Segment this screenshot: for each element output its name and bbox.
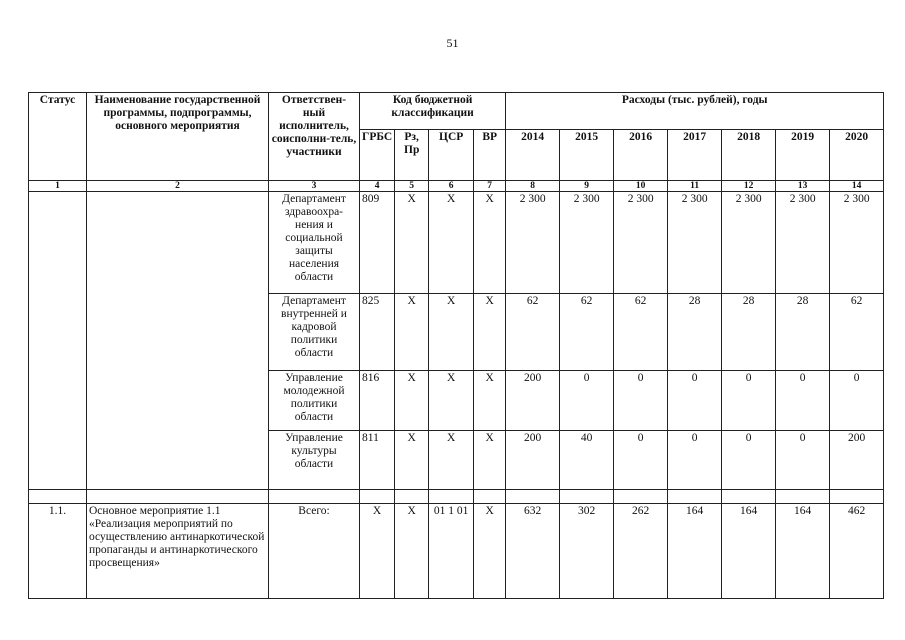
- grbs-cell: 809: [360, 192, 395, 294]
- column-number: 7: [474, 181, 506, 192]
- value-cell: 2 300: [560, 192, 614, 294]
- rzpr-cell: X: [395, 294, 429, 371]
- value-cell: 0: [776, 431, 830, 490]
- executor-cell: Управление культуры области: [269, 431, 360, 490]
- value-cell: 0: [830, 371, 884, 431]
- status-cell: [29, 192, 87, 490]
- value-cell: 200: [506, 371, 560, 431]
- value-cell: 0: [560, 371, 614, 431]
- status-cell: 1.1.: [29, 504, 87, 599]
- column-number: 3: [269, 181, 360, 192]
- header-vr: ВР: [474, 130, 506, 181]
- value-cell: 200: [830, 431, 884, 490]
- value-cell: 2 300: [668, 192, 722, 294]
- header-csr: ЦСР: [429, 130, 474, 181]
- value-cell: 0: [776, 371, 830, 431]
- vr-cell: X: [474, 504, 506, 599]
- value-cell: 302: [560, 504, 614, 599]
- column-number: 11: [668, 181, 722, 192]
- main-event-row: [29, 504, 884, 599]
- value-cell: 62: [830, 294, 884, 371]
- header-grbs: ГРБС: [360, 130, 395, 181]
- value-cell: 62: [614, 294, 668, 371]
- rzpr-cell: X: [395, 192, 429, 294]
- name-cell: Основное мероприятие 1.1 «Реализация мероприятий по осуществлению антинаркотической пропаганды и антинаркотического просвещения»: [87, 504, 269, 599]
- grbs-cell: 825: [360, 294, 395, 371]
- column-number: 14: [830, 181, 884, 192]
- value-cell: 200: [506, 431, 560, 490]
- value-cell: 262: [614, 504, 668, 599]
- csr-cell: X: [429, 192, 474, 294]
- value-cell: 0: [614, 371, 668, 431]
- header-rzpr: Рз, Пр: [395, 130, 429, 181]
- csr-cell: X: [429, 431, 474, 490]
- executor-cell: Управление молодежной политики области: [269, 371, 360, 431]
- grbs-cell: X: [360, 504, 395, 599]
- value-cell: 40: [560, 431, 614, 490]
- header-year: 2018: [722, 130, 776, 181]
- column-number: 12: [722, 181, 776, 192]
- header-year: 2014: [506, 130, 560, 181]
- column-number: 13: [776, 181, 830, 192]
- value-cell: 28: [668, 294, 722, 371]
- csr-cell: X: [429, 371, 474, 431]
- grbs-cell: 811: [360, 431, 395, 490]
- header-year: 2016: [614, 130, 668, 181]
- value-cell: 164: [668, 504, 722, 599]
- value-cell: 28: [776, 294, 830, 371]
- value-cell: 2 300: [506, 192, 560, 294]
- header-year: 2015: [560, 130, 614, 181]
- value-cell: 2 300: [776, 192, 830, 294]
- vr-cell: X: [474, 294, 506, 371]
- header-year: 2020: [830, 130, 884, 181]
- value-cell: 0: [722, 431, 776, 490]
- value-cell: 0: [722, 371, 776, 431]
- value-cell: 0: [668, 431, 722, 490]
- column-number: 1: [29, 181, 87, 192]
- header-status: Статус: [29, 93, 87, 181]
- value-cell: 28: [722, 294, 776, 371]
- header-name: Наименование государственной программы, подпрограммы, основного мероприятия: [87, 93, 269, 181]
- name-cell: [87, 192, 269, 490]
- rzpr-cell: X: [395, 431, 429, 490]
- column-number: 10: [614, 181, 668, 192]
- column-number: 9: [560, 181, 614, 192]
- column-number: 5: [395, 181, 429, 192]
- rzpr-cell: X: [395, 504, 429, 599]
- table-row: [29, 192, 884, 294]
- header-budget-code: Код бюджетной классификации: [360, 93, 506, 130]
- vr-cell: X: [474, 192, 506, 294]
- vr-cell: X: [474, 371, 506, 431]
- header-executor: Ответствен-ный исполнитель, соисполни-тель, участники: [269, 93, 360, 181]
- grbs-cell: 816: [360, 371, 395, 431]
- value-cell: 62: [506, 294, 560, 371]
- value-cell: 2 300: [722, 192, 776, 294]
- value-cell: 462: [830, 504, 884, 599]
- column-number: 6: [429, 181, 474, 192]
- column-number: 2: [87, 181, 269, 192]
- header-year: 2017: [668, 130, 722, 181]
- executor-cell: Всего:: [269, 504, 360, 599]
- column-number: 8: [506, 181, 560, 192]
- executor-cell: Департамент здравоохра-нения и социальной защиты населения области: [269, 192, 360, 294]
- rzpr-cell: X: [395, 371, 429, 431]
- value-cell: 632: [506, 504, 560, 599]
- value-cell: 62: [560, 294, 614, 371]
- page-number: 51: [446, 36, 459, 50]
- vr-cell: X: [474, 431, 506, 490]
- value-cell: 2 300: [830, 192, 884, 294]
- budget-table: [28, 92, 884, 599]
- column-number: 4: [360, 181, 395, 192]
- executor-cell: Департамент внутренней и кадровой политики области: [269, 294, 360, 371]
- value-cell: 0: [668, 371, 722, 431]
- header-year: 2019: [776, 130, 830, 181]
- value-cell: 2 300: [614, 192, 668, 294]
- value-cell: 164: [722, 504, 776, 599]
- csr-cell: X: [429, 294, 474, 371]
- header-expenses: Расходы (тыс. рублей), годы: [506, 93, 884, 130]
- value-cell: 0: [614, 431, 668, 490]
- value-cell: 164: [776, 504, 830, 599]
- csr-cell: 01 1 01: [429, 504, 474, 599]
